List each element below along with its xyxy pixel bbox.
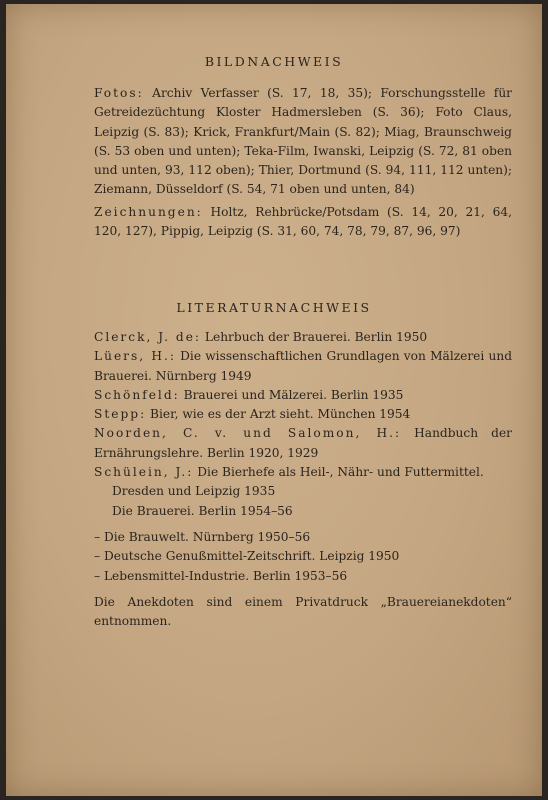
lit-author: Stepp: [94, 407, 147, 422]
zeichnungen-paragraph [94, 203, 512, 242]
book-page [6, 4, 542, 796]
lit-text: Die wissenschaftlichen Grundlagen von Mälzerei und Brauerei. Nürnberg 1949 [94, 349, 512, 383]
periodical-lebensmittel: – Lebensmittel-Industrie. Berlin 1953–56 [94, 568, 348, 583]
lit-text: Die Bierhefe als Heil-, Nähr- und Futtermittel. [193, 465, 484, 480]
lit-entry-lueers [94, 347, 512, 386]
lit-author: Schülein, J.: [94, 465, 194, 480]
zeichnungen-label: Zeichnungen: [94, 204, 203, 219]
lit-text: Bier, wie es der Arzt sieht. München 1954 [146, 407, 411, 422]
lit-author: Lüers, H.: [94, 349, 176, 364]
periodical-genussmittel: – Deutsche Genußmittel-Zeitschrift. Leipzig 1950 [94, 549, 400, 564]
fotos-paragraph [94, 84, 512, 200]
literaturnachweis-heading: LITERATURNACHWEIS [176, 300, 372, 315]
lit-author: Schönfeld: [94, 387, 180, 402]
lit-text: Handbuch der Ernährungslehre. Berlin 1920, 1929 [94, 426, 512, 460]
literaturnachweis-section [94, 328, 512, 631]
schuelein-line-2: Dresden und Leipzig 1935 [112, 484, 276, 499]
bildnachweis-section [94, 84, 512, 241]
lit-text: Lehrbuch der Brauerei. Berlin 1950 [201, 330, 428, 344]
zeichnungen-text: Holtz, Rehbrücke/Potsdam (S. 14, 20, 21, 64, 120, 127), Pippig, Leipzig (S. 31, 60, 74, 78, 79, 87, 96, 97) [94, 204, 512, 239]
periodical-brauwelt: – Die Brauwelt. Nürnberg 1950–56 [94, 529, 311, 544]
bildnachweis-heading: BILDNACHWEIS [204, 54, 344, 69]
lit-entry-schoenfeld [94, 386, 512, 405]
lit-entry-stepp [94, 405, 512, 424]
fotos-label: Fotos: [94, 86, 144, 100]
anekdoten-note: Die Anekdoten sind einem Privatdruck „Brauereianekdoten“ entnommen. [94, 594, 512, 629]
lit-author: Noorden, C. v. und Salomon, H.: [94, 426, 402, 441]
lit-author: Clerck, J. de: [94, 330, 202, 344]
lit-text: Brauerei und Mälzerei. Berlin 1935 [179, 387, 404, 402]
lit-entry-clerck [94, 328, 512, 347]
schuelein-line-3: Die Brauerei. Berlin 1954–56 [112, 503, 293, 518]
lit-entry-schuelein [94, 463, 512, 521]
lit-entry-noorden [94, 424, 512, 463]
fotos-text: Archiv Verfasser (S. 17, 18, 35); Forschungsstelle für Getreidezüchtung Kloster Hadmersleben (S. 36); Foto Claus, Leipzig (S. 83); Krick, Frankfurt/Main (S. 82); Miag, Braunschweig (S. 53 oben und unten); Teka-Film, Iwanski, Leipzig (S. 72, 81 oben und unten, 93, 112 oben); Thier, Dortmund (S. 94, 111, 112 unten); Ziemann, Düsseldorf (S. 54, 71 oben und unten, 84) [94, 86, 512, 197]
